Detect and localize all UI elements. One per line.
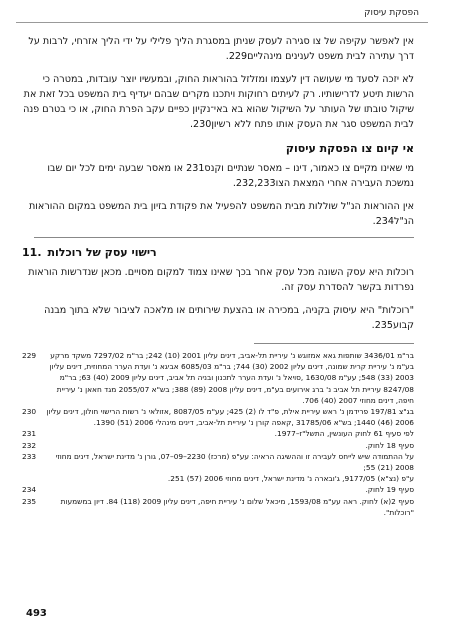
footnote-text: סעיף 19 לחוק. <box>365 485 414 495</box>
footnote <box>22 496 414 518</box>
footnote-text: על ההתמודה שיש לייחס לעבירה זו וההשיגה הראיה: עע"פ (מרכז) 2230–09–07, גורן נ' מדינת ישראל, דינים מחוזי 2008 (21) 55; <box>55 451 414 473</box>
paragraph-6: "רוכלות" היא עיסוק בקניה, במכירה או בהצעת שירותים או מלאכה לציבור שלא בתוך מבנה קבוע235. <box>44 305 414 331</box>
paragraph-3: מי שאינו מקיים צו כאמור, דינו – מאסר שנתיים וקנס231 או מאסר שבעה ימים לכל יום שבו נמשכת העבירה אחרי המצאת הצו232,233. <box>47 163 414 189</box>
footnote <box>22 350 414 406</box>
chapter-title: רישוי עסק של רוכלות <box>47 246 157 259</box>
footnote-text: בג"צ 197/81 פרידמן נ' ראש עיריית אילת, פ"ד לו (2) 425; עע"מ 8087/05 ,אזולאי נ' רשות הרישוי חולון, דינים עליון 2006 (46) 1440; בש"א 31785/06 ,קאפה קורן נ' עיריית תל-אביב, דינים מינהלי 2006 (51) 1390. <box>46 407 414 428</box>
footnotes-list <box>22 350 414 518</box>
section-heading-contempt: אי קיום צו הפסקת עיסוק <box>285 142 414 155</box>
footnote-number: 233 <box>22 451 37 461</box>
paragraph-4: אין ההוראות הנ"ל שוללות מבית המשפט להפעיל את פקודת בזיון בית המשפט במקום ההוראות הנ"ל234. <box>29 201 414 227</box>
footnote-number: 230 <box>22 407 37 417</box>
footnote-number: 229 <box>22 351 37 360</box>
section-divider <box>34 237 414 238</box>
footnote <box>22 440 414 451</box>
footnote-text: לפי סעיף 61 לחוק העונשין, התשל"ז–1977. <box>274 429 414 439</box>
header-divider <box>16 22 428 23</box>
footnote-divider <box>254 343 414 344</box>
footnote-number: 235 <box>22 496 37 506</box>
footnote-text: ע"פ (נצ"א) 9177/05, ג'ובארה נ' מדינת ישראל, דינים מחוזי 2006 (57) 251. <box>167 474 414 484</box>
footnote-text: בר"מ 3436/01 שותפות גאא אמזוגש נ' עיריית תל-אביב, דינים עליון 2001 (10) 242; בר"מ 7297/02 משקד מרקע בע"מ נ' עיריית קרית שמונה, דינים עליון 2002 (30) 744; בר"מ 6085/03 אביגא נ' ועדת הערר המחוזית, דינים עליון 2003 (33) 548; עע"מ 1630/08 ,סויאל נ' ועדת הערר לתכנון ובניה תל אביב, דינים עליון 2009 (40) 63; בר"מ 8247/08 עיריית תל אביב נ' ברג אירועים בע"מ, דינים עליון 2008 (89) 388; בש"א 2055/07 מגד חאאן נ' עיריית חיפה, דינים מחוזי 2007 (40) 706. <box>49 351 414 405</box>
footnote-text: סעיף 18 לחוק. <box>365 440 414 450</box>
footnote <box>22 484 414 495</box>
footnote <box>22 451 414 473</box>
chapter-number: .11 <box>22 246 42 259</box>
footnote-number: 234 <box>22 485 37 495</box>
footnote-number: 231 <box>22 429 37 439</box>
page-body <box>22 34 414 518</box>
footnote <box>22 473 414 484</box>
footnote-text: סעיף 2(א) לחוק. ראה עע"מ 1593/08, מיכאל שלום נ' עיריית חיפה, דינים עליון 2009 (118) 84. דיון במשמעות "רוכלות". <box>60 496 414 517</box>
paragraph-5: רוכלות היא עסק השונה מכל עסק אחר בכך שאינו צמוד למקום מסויים. מכאן שנדרשות הוראות נפרדות בקשר להסדרת עסק זה. <box>28 267 414 293</box>
running-header-title: הפסקת עיסוק <box>364 8 419 18</box>
chapter-heading <box>22 246 414 259</box>
footnote-number: 232 <box>22 440 37 450</box>
paragraph-2: לא יזכה לסעד מי שעושה דין לעצמו ומזלזל בהוראות החוק, ובמעשיו יוצר עובדות, במטרה כי הרשות תיטע לדרישותיו. רק לעיתים רחוקות ויתכנו מקרים שבהם יעדיף בית המשפט בכל זאת את שיקול טובתו של העותר על השיקול שהוא בא באי־נקיון כפיים עקב הפרת החוק, או כי בטרם פנה לבית המשפט סגר את העסק אותו פתח ללא רשיון230. <box>23 74 414 130</box>
footnote <box>22 428 414 439</box>
footnote <box>22 406 414 428</box>
paragraph-1: אין לאפשר עקיפה של צו סגירה לעסק שניתן במסגרת הליך פלילי על ידי הליך אזרחי, לרבות על דרך עתירה לבית משפט לענינים מינהליים229. <box>28 36 414 62</box>
page-number: 493 <box>26 608 47 619</box>
